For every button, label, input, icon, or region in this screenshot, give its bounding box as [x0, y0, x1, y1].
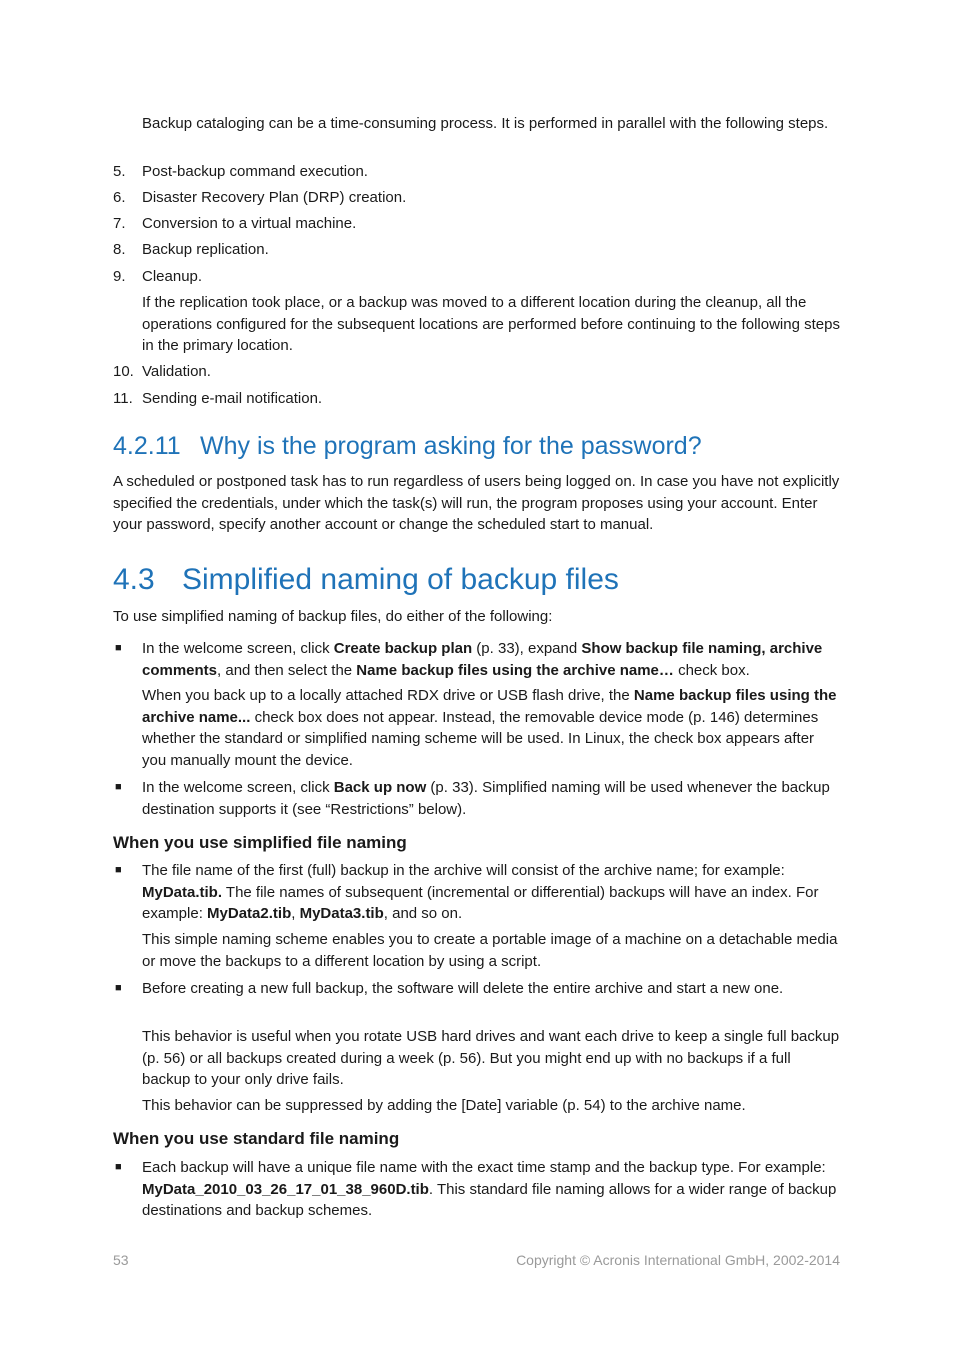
standard-naming-heading: When you use standard file naming — [113, 1129, 400, 1148]
step-number: 5. — [113, 163, 126, 180]
text-run: In the welcome screen, click — [142, 779, 334, 796]
bullet-delete-archive: Before creating a new full backup, the software will delete the entire archive and start a new one. — [142, 980, 784, 997]
file-name: MyData_2010_03_26_17_01_38_960D.tib — [142, 1180, 429, 1198]
usb-rotation-note: This behavior is useful when you rotate USB hard drives and want each drive to keep a single full backup (p. 56) or all backups created during a week (p. 56). But you might end up with no backups if a full backup to your only drive fails. — [142, 1028, 840, 1088]
step-number: 10. — [113, 363, 134, 380]
cleanup-note: If the replication took place, or a backup was moved to a different location during the cleanup, all the operations configured for the subsequent locations are performed before continuing to the following steps in the primary location. — [142, 294, 840, 354]
copyright: Copyright © Acronis International GmbH, 2002-2014 — [516, 1252, 840, 1268]
text-run: . This standard file naming allows for a wider range of backup destinations and backup schemes. — [142, 1180, 837, 1219]
text-run: In the welcome screen, click — [142, 640, 334, 657]
bullet-welcome-create-plan — [142, 638, 842, 681]
simplified-naming-heading: When you use simplified file naming — [113, 833, 407, 852]
date-variable-note: This behavior can be suppressed by adding the [Date] variable (p. 54) to the archive name. — [142, 1097, 746, 1114]
file-name: MyData3.tib — [299, 905, 384, 922]
step-text: Post-backup command execution. — [142, 163, 368, 180]
rdx-usb-note — [142, 685, 842, 771]
bullet-marker: ■ — [115, 642, 122, 654]
file-name: MyData.tib. — [142, 883, 223, 901]
text-run: The file names of subsequent (incremental or differential) backups will have an index. For example: — [142, 883, 819, 922]
text-run: , and then select the — [217, 661, 357, 679]
bullet-marker: ■ — [115, 982, 122, 994]
password-paragraph: A scheduled or postponed task has to run regardless of users being logged on. In case you have not explicitly specified the credentials, under which the task(s) will run, the program proposes using your account. Enter your password, specify another account or change the scheduled start to manual. — [113, 473, 840, 533]
section-number: 4.3 — [113, 563, 155, 596]
ui-term: Create backup plan — [333, 640, 473, 657]
text-run: check box does not appear. Instead, the removable device mode (p. 146) determines whether the standard or simplified naming scheme will be used. In Linux, the check box appears after you manually mount the device. — [142, 708, 819, 769]
text-run: The file name of the first (full) backup in the archive will consist of the archive name; for example: — [142, 862, 785, 879]
bullet-marker: ■ — [115, 864, 122, 876]
section-title: Why is the program asking for the password? — [200, 432, 702, 460]
bullet-marker: ■ — [115, 781, 122, 793]
text-run: (p. 33). Simplified naming will be used whenever the backup destination supports it (see “Restrictions” below). — [142, 779, 830, 818]
step-text: Backup replication. — [142, 241, 269, 258]
text-run: Each backup will have a unique file name with the exact time stamp and the backup type. For example: — [142, 1159, 826, 1176]
bullet-first-full-backup — [142, 860, 842, 925]
ui-term: Show backup file naming, archive comments — [142, 640, 823, 679]
bullet-marker: ■ — [115, 1161, 122, 1173]
text-run: check box. — [673, 661, 750, 679]
step-number: 8. — [113, 241, 126, 258]
text-run: When you back up to a locally attached RDX drive or USB flash drive, the — [142, 687, 634, 704]
bullet-welcome-back-up-now — [142, 777, 842, 820]
naming-intro: To use simplified naming of backup files, do either of the following: — [113, 608, 553, 625]
bullet-unique-file-name — [142, 1157, 842, 1222]
text-run: , — [291, 905, 300, 922]
step-text: Cleanup. — [142, 268, 203, 285]
step-number: 7. — [113, 215, 126, 232]
ui-term: Name backup files using the archive name... — [142, 687, 837, 726]
step-number: 11. — [113, 390, 133, 407]
portable-image-note: This simple naming scheme enables you to create a portable image of a machine on a detachable media or move the backups to a different location by using a script. — [142, 931, 838, 970]
step-number: 9. — [113, 268, 126, 285]
step-text: Sending e-mail notification. — [142, 390, 323, 407]
ui-term: Name backup files using the archive name… — [356, 661, 674, 679]
section-title: Simplified naming of backup files — [182, 563, 619, 596]
section-heading-4-3 — [113, 561, 619, 599]
step-text: Conversion to a virtual machine. — [142, 215, 357, 232]
section-heading-4-2-11 — [113, 430, 702, 462]
section-number: 4.2.11 — [113, 432, 181, 460]
file-name: MyData2.tib — [207, 905, 292, 922]
text-run: (p. 33), expand — [472, 640, 582, 657]
step-text: Validation. — [142, 363, 211, 380]
step-number: 6. — [113, 189, 126, 206]
text-run: , and so on. — [383, 905, 463, 922]
ui-term: Back up now — [333, 779, 427, 796]
page-number: 53 — [113, 1252, 129, 1268]
cataloging-note: Backup cataloging can be a time-consuming process. It is performed in parallel with the following steps. — [142, 115, 829, 132]
step-text: Disaster Recovery Plan (DRP) creation. — [142, 189, 407, 206]
